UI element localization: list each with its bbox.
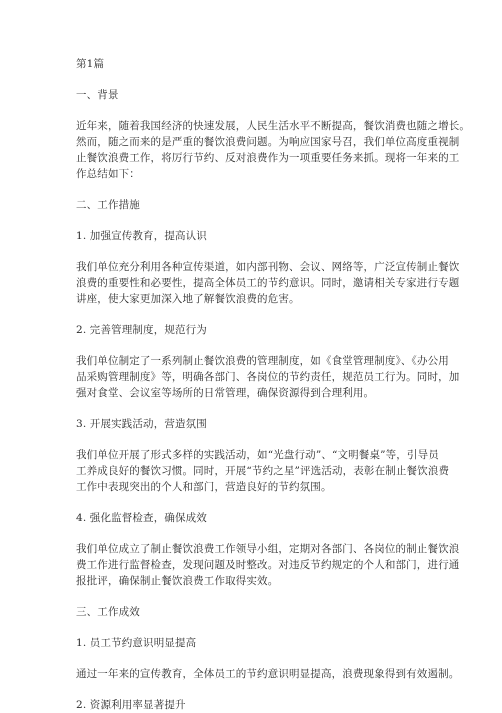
part-title: 第1篇 bbox=[76, 58, 105, 70]
paragraph-line: 通过一年来的宣传教育，全体员工的节约意识明显提高，浪费现象得到有效遏制。 bbox=[76, 668, 460, 680]
measure-3-title: 3. 开展实践活动，营造氛围 bbox=[76, 418, 207, 430]
document-page bbox=[76, 56, 471, 713]
paragraph-line: 费工作进行监督检查，发现问题及时整改。对违反节约规定的个人和部门，进行通 bbox=[76, 559, 460, 571]
result-1-paragraph bbox=[76, 666, 460, 682]
paragraph-line: 强对食堂、会议室等场所的日常管理，确保资源得到合理利用。 bbox=[76, 387, 375, 399]
paragraph-line: 工养成良好的餐饮习惯。同时，开展“节约之星”评选活动，表彰在制止餐饮浪费 bbox=[76, 465, 450, 477]
paragraph-line: 我们单位开展了形式多样的实践活动，如“光盘行动”、“文明餐桌”等，引导员 bbox=[76, 449, 439, 461]
paragraph-line: 然而，随之而来的是严重的餐饮浪费问题。为响应国家号召，我们单位高度重视制 bbox=[76, 136, 460, 148]
measures-heading: 二、工作措施 bbox=[76, 199, 140, 211]
paragraph-line: 我们单位充分利用各种宣传渠道，如内部刊物、会议、网络等，广泛宣传制止餐饮 bbox=[76, 261, 460, 273]
paragraph-line: 作总结如下： bbox=[76, 168, 140, 180]
measure-2-title: 2. 完善管理制度，规范行为 bbox=[76, 324, 207, 336]
measure-4-paragraph bbox=[76, 541, 460, 589]
results-heading: 三、工作成效 bbox=[76, 606, 140, 618]
paragraph-line: 讲座，使大家更加深入地了解餐饮浪费的危害。 bbox=[76, 293, 300, 305]
background-paragraph bbox=[76, 118, 471, 182]
measure-2-paragraph bbox=[76, 353, 460, 401]
measure-1-paragraph bbox=[76, 259, 460, 307]
paragraph-line: 工作中表现突出的个人和部门，营造良好的节约氛围。 bbox=[76, 481, 332, 493]
paragraph-line: 止餐饮浪费工作，将厉行节约、反对浪费作为一项重要任务来抓。现将一年来的工 bbox=[76, 152, 460, 164]
paragraph-line: 品采购管理制度》等，明确各部门、各岗位的节约责任，规范员工行为。同时，加 bbox=[76, 371, 460, 383]
paragraph-line: 我们单位制定了一系列制止餐饮浪费的管理制度，如《食堂管理制度》、《办公用 bbox=[76, 355, 449, 367]
paragraph-line: 近年来，随着我国经济的快速发展，人民生活水平不断提高，餐饮消费也随之增长。 bbox=[76, 120, 471, 132]
measure-4-title: 4. 强化监督检查，确保成效 bbox=[76, 512, 207, 524]
paragraph-line: 报批评，确保制止餐饮浪费工作取得实效。 bbox=[76, 575, 279, 587]
measure-1-title: 1. 加强宣传教育，提高认识 bbox=[76, 230, 207, 242]
background-heading: 一、背景 bbox=[76, 89, 119, 101]
paragraph-line: 我们单位成立了制止餐饮浪费工作领导小组，定期对各部门、各岗位的制止餐饮浪 bbox=[76, 543, 460, 555]
paragraph-line: 浪费的重要性和必要性，提高全体员工的节约意识。同时，邀请相关专家进行专题 bbox=[76, 277, 460, 289]
measure-3-paragraph bbox=[76, 447, 450, 495]
result-2-title: 2. 资源利用率显著提升 bbox=[76, 699, 186, 711]
result-1-title: 1. 员工节约意识明显提高 bbox=[76, 637, 197, 649]
